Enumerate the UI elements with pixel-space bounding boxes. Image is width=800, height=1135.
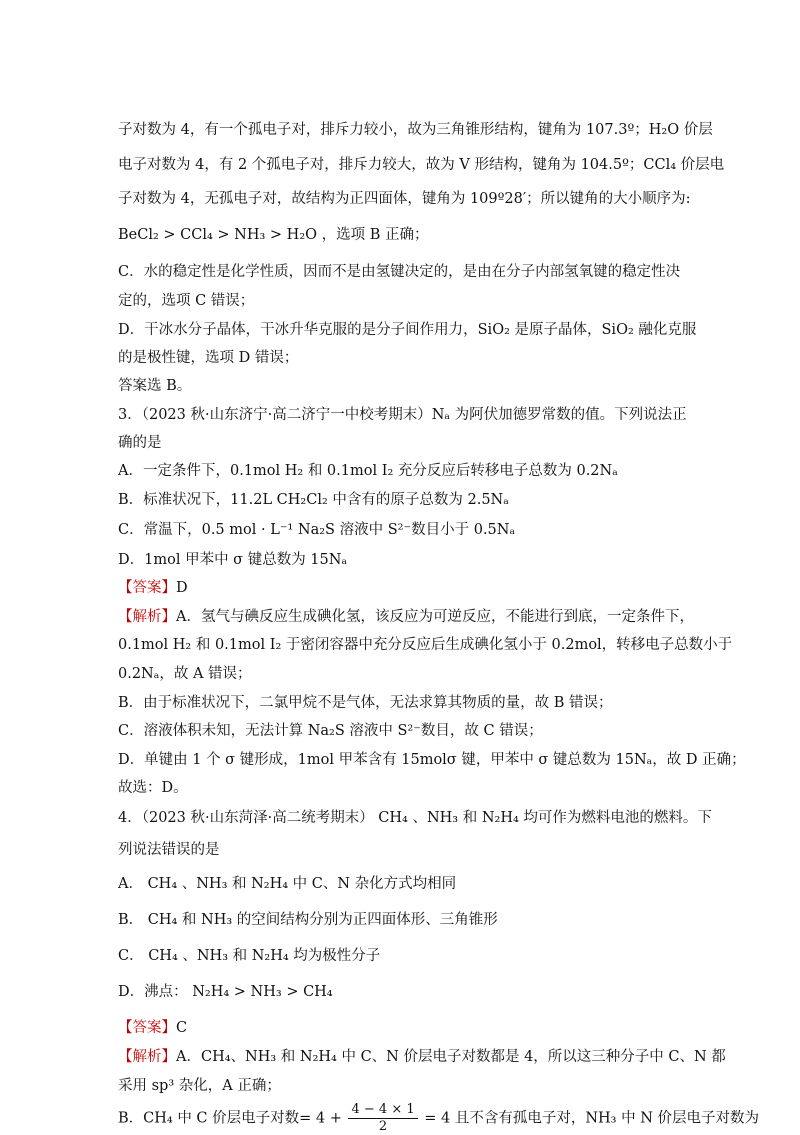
option-c: C．常温下，0.5 mol · L⁻¹ Na₂S 溶液中 S²⁻数目小于 0.5Nₐ [118,522,516,538]
option-c: C． CH₄ 、NH₃ 和 N₂H₄ 均为极性分子 [118,948,381,964]
text-line: D．干冰水分子晶体，干冰升华克服的是分子间作用力，SiO₂ 是原子晶体，SiO₂ 融化克服 [118,322,697,338]
analysis-label: 【解析】 [118,609,176,625]
text-line: 0.1mol H₂ 和 0.1mol I₂ 于密闭容器中充分反应后生成碘化氢小于 0.2mol，转移电子总数小于 [118,637,733,653]
text-line: 的是极性键，选项 D 错误； [118,350,299,366]
text-line: 故选：D。 [118,780,188,796]
text-line: 采用 sp³ 杂化，A 正确； [118,1078,281,1094]
analysis-label: 【解析】 [118,1049,176,1065]
option-b: B．标准状况下，11.2L CH₂Cl₂ 中含有的原子总数为 2.5Nₐ [118,492,509,508]
question-4-stem: 4．（2023 秋·山东菏泽·高二统考期末） CH₄ 、NH₃ 和 N₂H₄ 均可作为燃料电池的燃料。下 [118,810,712,826]
option-a: A． CH₄ 、NH₃ 和 N₂H₄ 中 C、N 杂化方式均相同 [118,876,457,892]
text-line: 电子对数为 4，有 2 个孤电子对，排斥力较大，故为 V 形结构，键角为 104.5º；CCl₄ 价层电 [118,157,725,173]
option-d: D．1mol 甲苯中 σ 键总数为 15Nₐ [118,552,348,568]
text-line: 定的，选项 C 错误； [118,293,255,309]
answer-value: C [176,1020,188,1036]
answer-label: 【答案】 [118,580,176,596]
answer-line [118,578,188,598]
answer-line [118,1018,187,1038]
text-line: 列说法错误的是 [118,842,220,858]
text-line: C．溶液体积未知，无法计算 Na₂S 溶液中 S²⁻数目，故 C 错误； [118,723,543,739]
formula-line: B．CH₄ 中 C 价层电子对数= 4 + $\frac{4 - 4 \times 1}{2}$ = 4 且不含有孤电子对，NH₃ 中 N 价层电子对数为 [118,1102,759,1134]
text-line: B．由于标准状况下，二氯甲烷不是气体，无法求算其物质的量，故 B 错误； [118,695,613,711]
option-d: D．沸点： N₂H₄ > NH₃ > CH₄ [118,984,333,1000]
question-3-stem: 3．（2023 秋·山东济宁·高二济宁一中校考期末）Nₐ 为阿伏加德罗常数的值。下列说法正 [118,407,687,423]
text-line: BeCl₂ > CCl₄ > NH₃ > H₂O ，选项 B 正确； [118,227,429,243]
option-a: A．一定条件下，0.1mol H₂ 和 0.1mol I₂ 充分反应后转移电子总数为 0.2Nₐ [118,463,618,479]
fraction-numerator: 4 − 4 × 1 [348,1102,417,1119]
answer-value: D [176,580,188,596]
text-line: 确的是 [118,435,162,451]
formula-lead: 4 + [315,1110,342,1127]
text-line: 子对数为 4，无孤电子对，故结构为正四面体，键角为 109º28′；所以键角的大小顺序为: [118,191,691,207]
formula-result: = 4 [424,1110,451,1127]
fraction-denominator: 2 [378,1119,388,1134]
option-b: B． CH₄ 和 NH₃ 的空间结构分别为正四面体形、三角锥形 [118,912,498,928]
text-line: C．水的稳定性是化学性质，因而不是由氢键决定的，是由在分子内部氢氧键的稳定性决 [118,264,681,280]
text-line: D．单键由 1 个 σ 键形成，1mol 甲苯含有 15molσ 键，甲苯中 σ 键总数为 15Nₐ，故 D 正确； [118,752,746,768]
text-line: 0.2Nₐ，故 A 错误； [118,666,252,682]
text-line: 子对数为 4，有一个孤电子对，排斥力较小，故为三角锥形结构，键角为 107.3º；H₂O 价层 [118,122,713,138]
analysis-line: 【解析】A．CH₄、NH₃ 和 N₂H₄ 中 C、N 价层电子对数都是 4，所以这三种分子中 C、N 都 [118,1049,726,1065]
analysis-line: 【解析】A．氢气与碘反应生成碘化氢，该反应为可逆反应，不能进行到底，一定条件下， [118,609,694,625]
fraction [348,1102,417,1135]
text-line: 答案选 B。 [118,378,192,394]
answer-label: 【答案】 [118,1020,176,1036]
